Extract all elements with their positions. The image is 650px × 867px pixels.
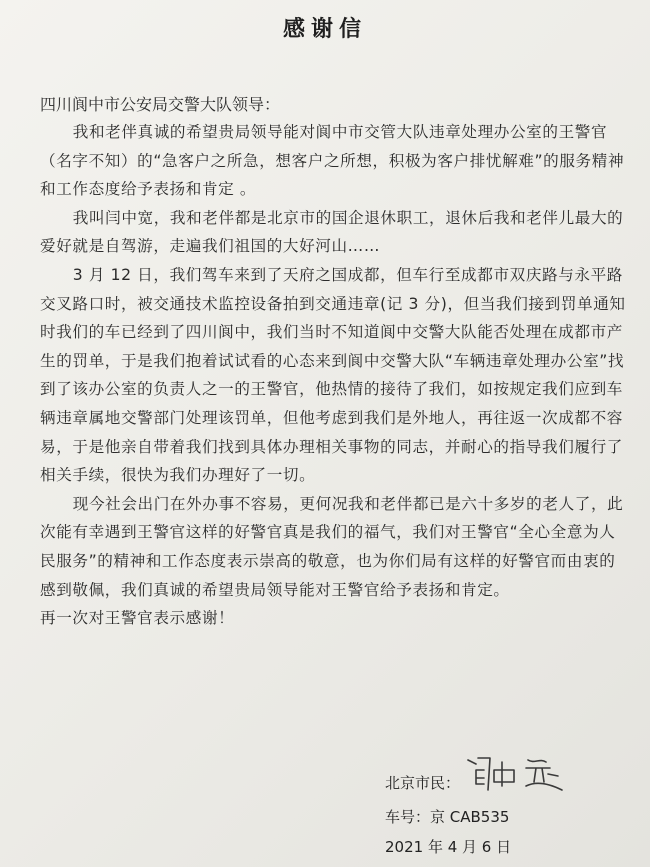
paragraph: 现今社会出门在外办事不容易，更何况我和老伴都已是六十多岁的老人了，此次能有幸遇到王警官这样的好警官真是我们的福气，我们对王警官“全心全意为人民服务”的精神和工作态度表示崇高的敬意，也为你们局有这样的好警官而由衷的感到敬佩，我们真诚的希望贵局领导能对王警官给予表扬和肯定。 [40,494,624,599]
letter-title: 感谢信 [282,17,367,42]
citizen-label: 北京市民： [385,774,461,792]
salutation: 四川阆中市公安局交警大队领导： [40,95,281,114]
paragraph: 我和老伴真诚的希望贵局领导能对阆中市交管大队违章处理办公室的王警官（名字不知）的“急客户之所急，想客户之所想，积极为客户排忧解难”的服务精神和工作态度给予表扬和肯定 。 [40,123,625,199]
handwritten-signature [462,752,572,800]
letter-date: 2021 年 4 月 6 日 [385,838,512,856]
paragraph: 3 月 12 日，我们驾车来到了天府之国成都，但车行至成都市双庆路与永平路交叉路口时，被交通技术监控设备拍到交通违章(记 3 分)，但当我们接到罚单通知时我们的车已经到了四川阆中，我们当时不知道阆中交警大队能否处理在成都市产生的罚单，于是我们抱着试试看的心态来到阆中交警大队“车辆违章处理办公室”找到了该办公室的负责人之一的王警官，他热情的接待了我们，如按规定我们应到车辆违章属地交警部门处理该罚单，但他考虑到我们是外地人，再往返一次成都不容易，于是他亲自带着我们找到具体办理相关事物的同志，并耐心的指导我们履行了相关手续，很快为我们办理好了一切。 [40,265,626,485]
closing-line: 再一次对王警官表示感谢！ [40,609,235,628]
letter-body [40,118,630,633]
plate-number: 车号：京 CAB535 [385,808,510,826]
paragraph: 我叫闫中宽，我和老伴都是北京市的国企退休职工，退休后我和老伴儿最大的爱好就是自驾游，走遍我们祖国的大好河山…… [40,208,624,256]
